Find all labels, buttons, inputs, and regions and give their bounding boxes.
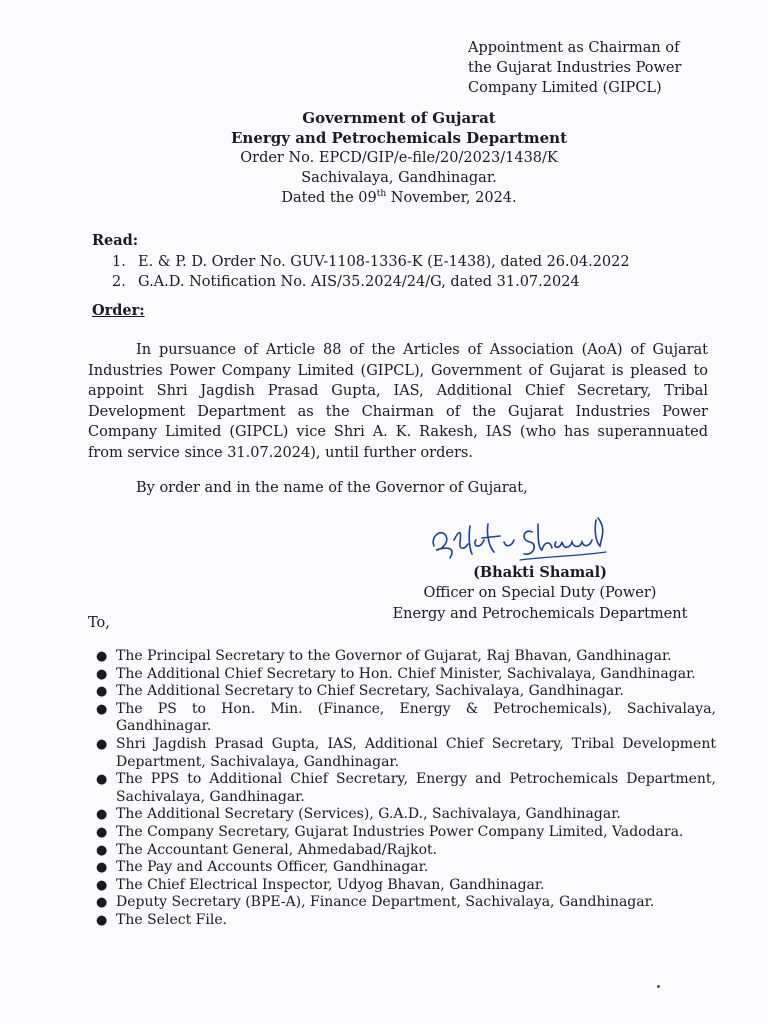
signatory-block <box>360 562 720 625</box>
distribution-item-text: The Additional Secretary (Services), G.A.D., Sachivalaya, Gandhinagar. <box>116 806 621 823</box>
distribution-item-text: The Principal Secretary to the Governor of Gujarat, Raj Bhavan, Gandhinagar. <box>116 648 672 664</box>
bullet-icon: ● <box>96 666 108 682</box>
order-number: Order No. EPCD/GIP/e-file/20/2023/1438/K <box>240 150 558 166</box>
distribution-item <box>94 666 716 684</box>
bullet-icon: ● <box>96 684 108 700</box>
bullet-icon: ● <box>96 877 108 893</box>
subject-line: Appointment as Chairman of <box>468 40 680 56</box>
scan-speck <box>657 985 660 988</box>
bullet-icon: ● <box>96 736 108 752</box>
bullet-icon: ● <box>96 860 108 876</box>
bullet-icon: ● <box>96 824 108 840</box>
handwritten-signature <box>420 506 610 568</box>
bullet-icon: ● <box>96 842 108 858</box>
distribution-item-text: The Select File. <box>116 911 228 928</box>
distribution-list <box>94 648 716 930</box>
distribution-item-text: The PPS to Additional Chief Secretary, Energy and Petrochemicals Department, Sachivalaya, Gandhinagar. <box>116 771 716 805</box>
authority-paragraph: By order and in the name of the Governor of Gujarat, <box>136 480 528 496</box>
subject-block <box>468 38 728 98</box>
distribution-item-text: The PS to Hon. Min. (Finance, Energy & Petrochemicals), Sachivalaya, Gandhinagar. <box>116 700 716 735</box>
government-name: Government of Gujarat <box>302 109 496 127</box>
distribution-item <box>94 736 716 771</box>
distribution-item <box>94 683 716 701</box>
distribution-item-text: The Additional Chief Secretary to Hon. Chief Minister, Sachivalaya, Gandhinagar. <box>116 665 696 682</box>
distribution-item-text: The Chief Electrical Inspector, Udyog Bhavan, Gandhinagar. <box>116 876 545 893</box>
distribution-item-text: The Accountant General, Ahmedabad/Rajkot. <box>116 841 438 858</box>
read-item <box>112 252 630 272</box>
distribution-item-text: The Pay and Accounts Officer, Gandhinagar. <box>116 859 429 876</box>
read-heading: Read: <box>92 232 139 249</box>
distribution-item <box>94 701 716 736</box>
bullet-icon: ● <box>96 895 108 911</box>
order-heading: Order: <box>92 302 145 319</box>
order-place: Sachivalaya, Gandhinagar. <box>301 170 497 186</box>
bullet-icon: ● <box>96 772 108 788</box>
distribution-item-text: Deputy Secretary (BPE-A), Finance Department, Sachivalaya, Gandhinagar. <box>116 894 655 911</box>
distribution-item <box>94 648 716 666</box>
order-date <box>0 188 768 208</box>
date-suffix: November, 2024. <box>386 190 517 206</box>
subject-line: the Gujarat Industries Power <box>468 60 682 76</box>
bullet-icon: ● <box>96 807 108 823</box>
distribution-item <box>94 842 716 860</box>
to-label: To, <box>88 615 110 631</box>
distribution-item <box>94 912 716 930</box>
bullet-icon: ● <box>96 912 108 928</box>
date-ordinal: th <box>376 189 387 200</box>
read-item-text: E. & P. D. Order No. GUV-1108-1336-K (E-1438), dated 26.04.2022 <box>138 254 630 270</box>
distribution-item-text: The Additional Secretary to Chief Secretary, Sachivalaya, Gandhinagar. <box>116 683 624 700</box>
read-references <box>112 252 630 292</box>
department-name: Energy and Petrochemicals Department <box>230 129 567 147</box>
read-item <box>112 272 630 292</box>
distribution-item <box>94 824 716 842</box>
order-header <box>0 108 768 208</box>
order-paragraph: In pursuance of Article 88 of the Articles of Association (AoA) of Gujarat Industries Power Company Limited (GIPCL), Government of Gujarat is pleased to appoint Shri Jagdish Prasad Gupta, IAS, Additional Chief Secretary, Tribal Development Department as the Chairman of the Gujarat Industries Power Company Limited (GIPCL) vice Shri A. K. Rakesh, IAS (who has superannuated from service since 31.07.2024), until further orders. <box>88 342 708 461</box>
signatory-department: Energy and Petrochemicals Department <box>392 606 688 622</box>
signatory-designation: Officer on Special Duty (Power) <box>423 585 657 601</box>
distribution-item <box>94 859 716 877</box>
read-item-number: 1. <box>112 254 126 270</box>
read-item-number: 2. <box>112 274 126 290</box>
distribution-item <box>94 894 716 912</box>
subject-line: Company Limited (GIPCL) <box>468 80 662 96</box>
bullet-icon: ● <box>96 701 108 717</box>
date-prefix: Dated the 09 <box>281 190 377 206</box>
distribution-item-text: Shri Jagdish Prasad Gupta, IAS, Additional Chief Secretary, Tribal Development Department, Sachivalaya, Gandhinagar. <box>116 735 716 770</box>
bullet-icon: ● <box>96 649 108 664</box>
distribution-item <box>94 771 716 806</box>
distribution-item <box>94 877 716 895</box>
distribution-item <box>94 806 716 824</box>
read-item-text: G.A.D. Notification No. AIS/35.2024/24/G, dated 31.07.2024 <box>138 274 580 290</box>
distribution-item-text: The Company Secretary, Gujarat Industries Power Company Limited, Vadodara. <box>116 823 684 840</box>
signatory-name: (Bhakti Shamal) <box>473 564 607 581</box>
